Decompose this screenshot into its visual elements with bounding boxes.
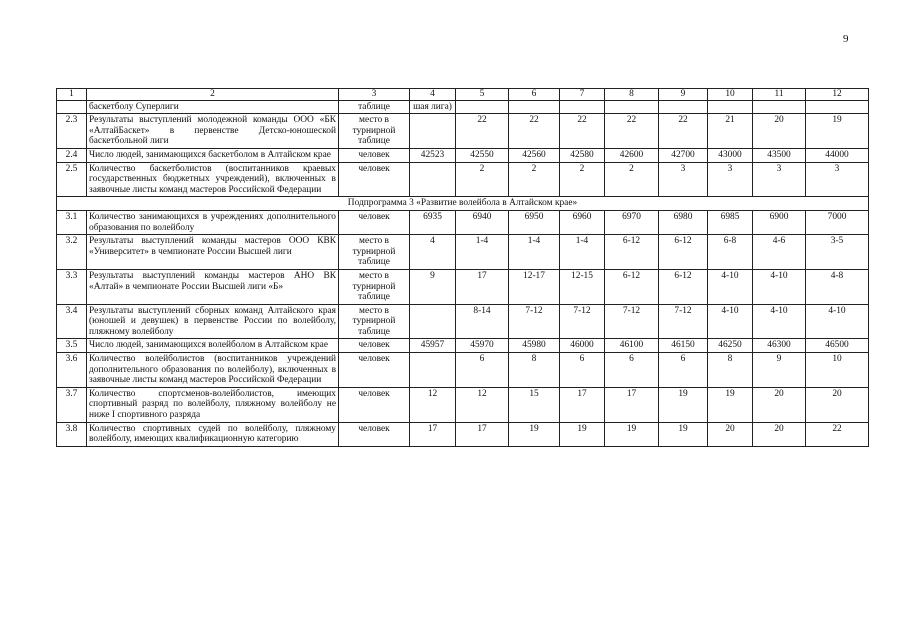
indicator-value: 6-8 <box>708 235 753 270</box>
indicator-value: 22 <box>659 114 708 149</box>
indicator-value: 1-4 <box>456 235 509 270</box>
indicator-value: 6 <box>560 353 605 388</box>
indicator-value: 6960 <box>560 210 605 234</box>
indicator-value: 20 <box>753 422 806 446</box>
indicator-value: 9 <box>753 353 806 388</box>
indicator-value: 4-10 <box>806 304 869 339</box>
indicator-value: 17 <box>456 269 509 304</box>
indicator-value: 4-10 <box>708 304 753 339</box>
row-number: 3.6 <box>57 353 87 388</box>
indicator-value: 6950 <box>509 210 560 234</box>
table-row <box>57 235 869 270</box>
indicator-value: 20 <box>753 114 806 149</box>
indicator-value: 2 <box>560 162 605 197</box>
column-number: 4 <box>410 89 456 101</box>
indicator-value: 8 <box>509 353 560 388</box>
row-number: 3.8 <box>57 422 87 446</box>
table-row <box>57 162 869 197</box>
table-row <box>57 353 869 388</box>
indicator-value: 22 <box>605 114 659 149</box>
indicator-unit: место в турнирной таблице <box>339 269 410 304</box>
column-number: 1 <box>57 89 87 101</box>
indicator-unit: человек <box>339 387 410 422</box>
indicator-value: 2 <box>509 162 560 197</box>
indicator-value: 46300 <box>753 339 806 353</box>
indicator-value: 42700 <box>659 148 708 162</box>
indicator-value: 7-12 <box>560 304 605 339</box>
indicator-value: 6935 <box>410 210 456 234</box>
indicator-unit: место в турнирной таблице <box>339 235 410 270</box>
indicator-value: 4-6 <box>753 235 806 270</box>
indicator-value: 3 <box>708 162 753 197</box>
indicator-value: 19 <box>659 422 708 446</box>
indicator-value: 4-8 <box>806 269 869 304</box>
row-number: 3.7 <box>57 387 87 422</box>
indicator-value: 43500 <box>753 148 806 162</box>
indicator-value: 8-14 <box>456 304 509 339</box>
indicator-value: 6970 <box>605 210 659 234</box>
indicator-value: 10 <box>806 353 869 388</box>
indicator-value: 17 <box>605 387 659 422</box>
indicator-value: 42560 <box>509 148 560 162</box>
indicator-value: 19 <box>605 422 659 446</box>
indicator-value: 46150 <box>659 339 708 353</box>
indicator-value: 6-12 <box>659 269 708 304</box>
row-number: 2.5 <box>57 162 87 197</box>
indicator-value: 6 <box>605 353 659 388</box>
indicator-value: 45980 <box>509 339 560 353</box>
indicator-value <box>410 353 456 388</box>
indicator-value: 6 <box>659 353 708 388</box>
indicator-value: 8 <box>708 353 753 388</box>
indicator-unit: человек <box>339 353 410 388</box>
indicator-value: 20 <box>753 387 806 422</box>
column-number: 10 <box>708 89 753 101</box>
indicator-unit: человек <box>339 422 410 446</box>
indicator-value: 4-10 <box>753 304 806 339</box>
indicator-value: 17 <box>560 387 605 422</box>
indicator-unit: человек <box>339 162 410 197</box>
indicator-value: 6-12 <box>605 235 659 270</box>
indicator-value: 22 <box>806 422 869 446</box>
indicator-value: 22 <box>456 114 509 149</box>
indicator-value: 6980 <box>659 210 708 234</box>
indicator-value: 46250 <box>708 339 753 353</box>
indicator-value: 20 <box>806 387 869 422</box>
table-row <box>57 304 869 339</box>
indicator-value: 7-12 <box>659 304 708 339</box>
indicator-name: Количество волейболистов (воспитанников учреждений дополнительного образования по волейболу), включенных в заявочные листы команд мастеров Российской Федерации <box>87 353 339 388</box>
continued-row <box>57 100 869 114</box>
row-number: 3.3 <box>57 269 87 304</box>
indicator-value: 20 <box>708 422 753 446</box>
table-row <box>57 422 869 446</box>
indicator-value: 12 <box>456 387 509 422</box>
row-number <box>57 100 87 114</box>
column-number-row <box>57 89 869 101</box>
indicator-value: 3 <box>753 162 806 197</box>
indicator-value: 4-10 <box>753 269 806 304</box>
table-row <box>57 269 869 304</box>
indicator-value: 45957 <box>410 339 456 353</box>
indicator-value: 7-12 <box>509 304 560 339</box>
indicator-value: 4 <box>410 235 456 270</box>
table-row <box>57 387 869 422</box>
indicator-value: 2 <box>605 162 659 197</box>
column-number: 6 <box>509 89 560 101</box>
indicator-value: 6940 <box>456 210 509 234</box>
table-row <box>57 210 869 234</box>
indicator-value: 15 <box>509 387 560 422</box>
column-number: 7 <box>560 89 605 101</box>
indicator-value: 3 <box>806 162 869 197</box>
indicator-unit: таблице <box>339 100 410 114</box>
indicator-value: 44000 <box>806 148 869 162</box>
indicator-name: Число людей, занимающихся волейболом в Алтайском крае <box>87 339 339 353</box>
row-number: 2.3 <box>57 114 87 149</box>
indicator-value: 7000 <box>806 210 869 234</box>
table-row <box>57 339 869 353</box>
subprogram-heading: Подпрограмма 3 «Развитие волейбола в Алтайском крае» <box>57 197 869 211</box>
indicator-value: 42580 <box>560 148 605 162</box>
indicators-table <box>56 88 869 447</box>
column-number: 8 <box>605 89 659 101</box>
indicator-name: Количество баскетболистов (воспитанников краевых государственных бюджетных учреждений), включенных в заявочные листы команд мастеров Российской Федерации <box>87 162 339 197</box>
indicator-value: 19 <box>509 422 560 446</box>
indicator-value: 4-10 <box>708 269 753 304</box>
indicator-unit: человек <box>339 148 410 162</box>
indicator-value: 17 <box>410 422 456 446</box>
column-number: 5 <box>456 89 509 101</box>
row-number: 3.2 <box>57 235 87 270</box>
table-row <box>57 114 869 149</box>
indicator-value: 17 <box>456 422 509 446</box>
row-number: 3.5 <box>57 339 87 353</box>
indicator-value: 42600 <box>605 148 659 162</box>
column-number: 12 <box>806 89 869 101</box>
indicator-value: 6985 <box>708 210 753 234</box>
indicator-name: Количество спортсменов-волейболистов, имеющих спортивный разряд по волейболу, пляжному волейболу не ниже I спортивного разряда <box>87 387 339 422</box>
indicator-value: 22 <box>509 114 560 149</box>
column-number: 11 <box>753 89 806 101</box>
indicator-value: 19 <box>560 422 605 446</box>
indicator-value: 19 <box>659 387 708 422</box>
indicator-value: 45970 <box>456 339 509 353</box>
indicator-value: 19 <box>708 387 753 422</box>
indicator-value <box>410 114 456 149</box>
indicator-name: Результаты выступлений команды мастеров ООО КВК «Университет» в чемпионате России Высшей лиги <box>87 235 339 270</box>
indicator-value: шая лига) <box>410 100 456 114</box>
indicator-value: 21 <box>708 114 753 149</box>
indicator-value: 22 <box>560 114 605 149</box>
indicator-value: 6-12 <box>605 269 659 304</box>
indicator-name: Количество спортивных судей по волейболу, пляжному волейболу, имеющих квалификационную категорию <box>87 422 339 446</box>
indicator-value: 1-4 <box>560 235 605 270</box>
row-number: 2.4 <box>57 148 87 162</box>
column-number: 3 <box>339 89 410 101</box>
indicator-unit: человек <box>339 339 410 353</box>
indicator-value: 3 <box>659 162 708 197</box>
indicator-value: 46000 <box>560 339 605 353</box>
indicator-value <box>410 304 456 339</box>
indicator-value: 12-17 <box>509 269 560 304</box>
row-number: 3.4 <box>57 304 87 339</box>
indicator-value: 7-12 <box>605 304 659 339</box>
indicator-value: 46500 <box>806 339 869 353</box>
indicator-value: 6 <box>456 353 509 388</box>
indicator-unit: место в турнирной таблице <box>339 114 410 149</box>
indicator-value: 3-5 <box>806 235 869 270</box>
indicator-name: Количество занимающихся в учреждениях дополнительного образования по волейболу <box>87 210 339 234</box>
indicator-value: 6900 <box>753 210 806 234</box>
indicator-value: 42523 <box>410 148 456 162</box>
indicator-unit: человек <box>339 210 410 234</box>
indicator-value: 43000 <box>708 148 753 162</box>
indicator-unit: место в турнирной таблице <box>339 304 410 339</box>
subprogram-row <box>57 197 869 211</box>
indicator-value: 6-12 <box>659 235 708 270</box>
indicator-value: 46100 <box>605 339 659 353</box>
indicator-name: Результаты выступлений команды мастеров АНО ВК «Алтай» в чемпионате России Высшей лиги «Б» <box>87 269 339 304</box>
indicator-value: 2 <box>456 162 509 197</box>
indicator-value <box>410 162 456 197</box>
page-number: 9 <box>843 33 849 45</box>
column-number: 9 <box>659 89 708 101</box>
table-row <box>57 148 869 162</box>
column-number: 2 <box>87 89 339 101</box>
indicator-value: 9 <box>410 269 456 304</box>
indicator-value: 12-15 <box>560 269 605 304</box>
indicator-value: 19 <box>806 114 869 149</box>
indicator-value: 12 <box>410 387 456 422</box>
indicator-value: 42550 <box>456 148 509 162</box>
indicator-name: баскетболу Суперлиги <box>87 100 339 114</box>
indicator-name: Результаты выступлений сборных команд Алтайского края (юношей и девушек) в первенстве России по волейболу, пляжному волейболу <box>87 304 339 339</box>
row-number: 3.1 <box>57 210 87 234</box>
indicator-value: 1-4 <box>509 235 560 270</box>
indicator-name: Число людей, занимающихся баскетболом в Алтайском крае <box>87 148 339 162</box>
indicator-name: Результаты выступлений молодежной команды ООО «БК «АлтайБаскет» в первенстве Детско-юношеской баскетбольной лиги <box>87 114 339 149</box>
